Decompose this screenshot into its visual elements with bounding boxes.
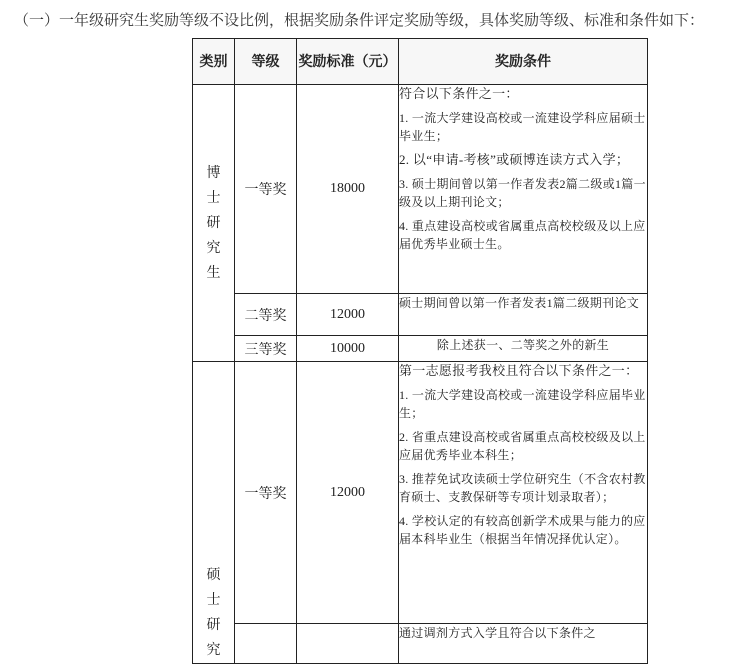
category-phd bbox=[193, 85, 235, 362]
category-char: 研 bbox=[206, 617, 221, 633]
condition-item: 4. 重点建设高校或省属重点高校校级及以上应届优秀毕业硕士生。 bbox=[399, 219, 646, 251]
standard-cell: 12000 bbox=[297, 362, 399, 624]
intro-text: （一）一年级研究生奖励等级不设比例，根据奖励条件评定奖励等级，具体奖励等级、标准和条件如下： bbox=[14, 11, 705, 29]
condition-item: 4. 学校认定的有较高创新学术成果与能力的应届本科毕业生（根据当年情况择优认定）。 bbox=[399, 514, 646, 546]
category-char: 究 bbox=[206, 239, 221, 256]
conditions-cell bbox=[399, 85, 648, 294]
table-row bbox=[193, 336, 648, 362]
condition-item: 1. 一流大学建设高校或一流建设学科应届毕业生； bbox=[399, 388, 646, 420]
table-row bbox=[193, 85, 648, 294]
category-char: 博 bbox=[206, 164, 221, 181]
table-row bbox=[193, 624, 648, 664]
level-cell bbox=[235, 624, 297, 664]
level-cell: 二等奖 bbox=[235, 294, 297, 336]
table-row bbox=[193, 362, 648, 624]
condition-item: 3. 推荐免试攻读硕士学位研究生（不含农村教育硕士、支教保研等专项计划录取者）； bbox=[399, 472, 646, 504]
category-char: 研 bbox=[206, 214, 221, 231]
condition-item: 2. 省重点建设高校或省属重点高校校级及以上应届优秀毕业本科生； bbox=[399, 430, 646, 462]
condition-item: 2. 以“申请-考核”或硕博连读方式入学； bbox=[399, 152, 630, 167]
category-char: 生 bbox=[206, 264, 221, 281]
level-cell: 一等奖 bbox=[235, 85, 297, 294]
category-char: 硕 bbox=[206, 567, 221, 583]
conditions-cell bbox=[399, 362, 648, 624]
level-cell: 三等奖 bbox=[235, 336, 297, 362]
standard-cell: 10000 bbox=[297, 336, 399, 362]
condition-item: 1. 一流大学建设高校或一流建设学科应届硕士毕业生； bbox=[399, 111, 646, 143]
standard-cell: 18000 bbox=[297, 85, 399, 294]
category-master bbox=[193, 362, 235, 664]
header-category: 类别 bbox=[193, 39, 235, 85]
conditions-cell: 除上述获一、二等奖之外的新生 bbox=[399, 336, 648, 362]
header-conditions: 奖励条件 bbox=[399, 39, 648, 85]
award-table bbox=[192, 38, 648, 664]
standard-cell: 12000 bbox=[297, 294, 399, 336]
standard-cell bbox=[297, 624, 399, 664]
condition-item: 3. 硕士期间曾以第一作者发表2篇二级或1篇一级及以上期刊论文； bbox=[399, 177, 646, 209]
category-char: 士 bbox=[206, 189, 221, 206]
conditions-head: 第一志愿报考我校且符合以下条件之一： bbox=[399, 363, 639, 378]
header-standard: 奖励标准（元） bbox=[297, 39, 399, 85]
table-header-row bbox=[193, 39, 648, 85]
conditions-cell: 硕士期间曾以第一作者发表1篇二级期刊论文 bbox=[399, 294, 648, 336]
table-row bbox=[193, 294, 648, 336]
category-char: 士 bbox=[206, 592, 221, 608]
category-char: 究 bbox=[206, 642, 221, 658]
header-level: 等级 bbox=[235, 39, 297, 85]
conditions-head: 符合以下条件之一： bbox=[399, 86, 519, 101]
conditions-cell: 通过调剂方式入学且符合以下条件之 bbox=[399, 624, 648, 664]
level-cell: 一等奖 bbox=[235, 362, 297, 624]
